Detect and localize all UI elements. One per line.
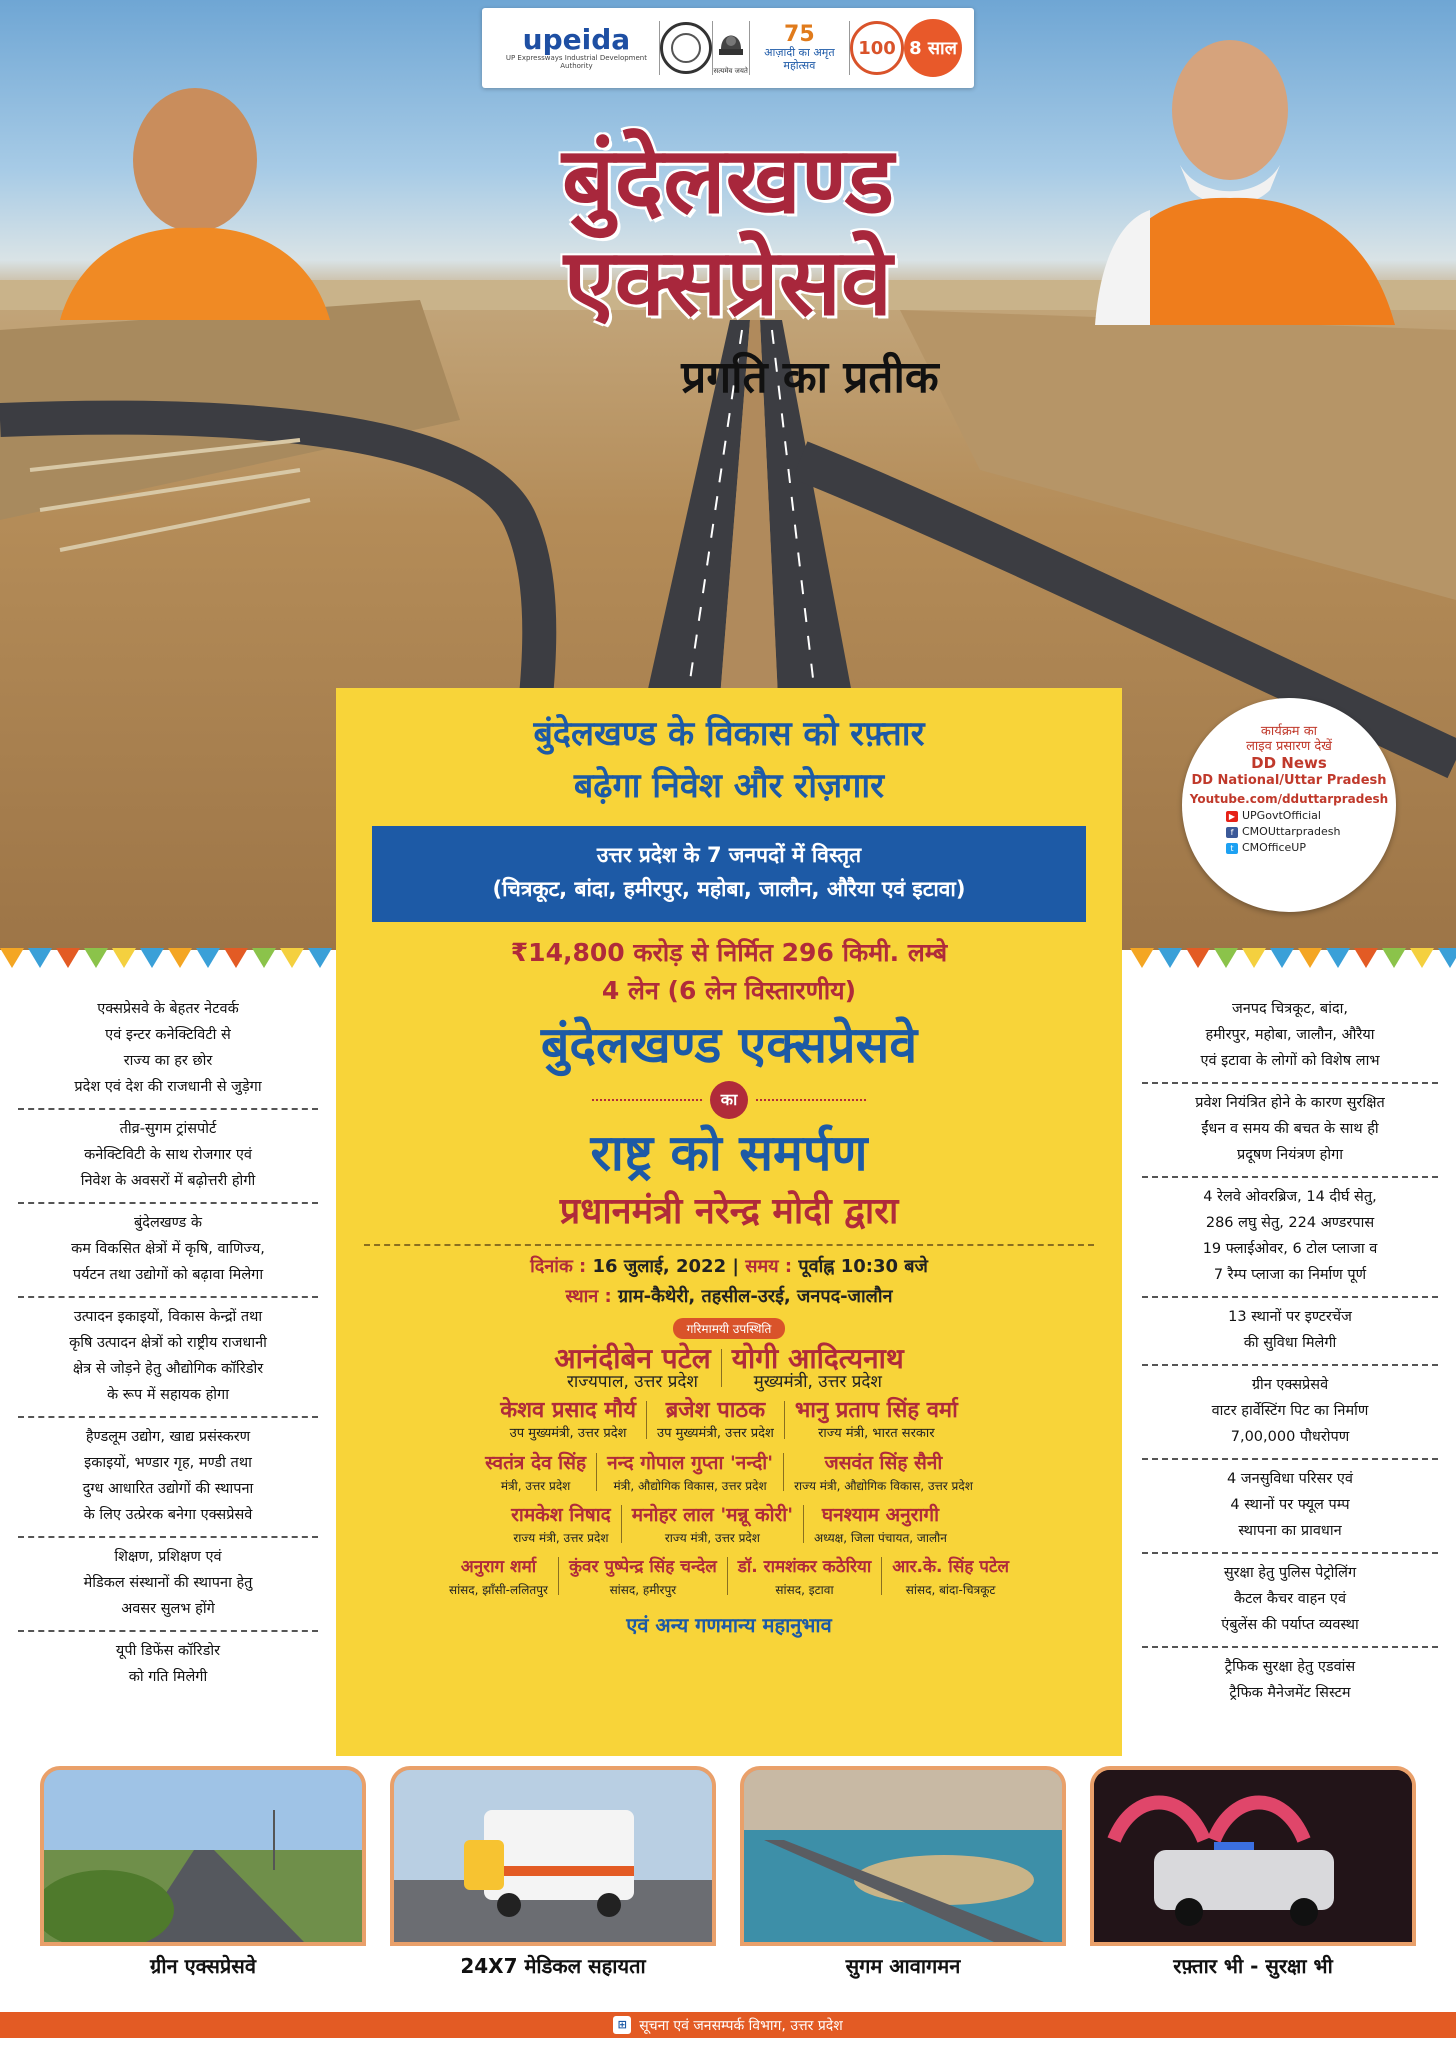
dignitaries-row-5 — [336, 1553, 1122, 1599]
benefit-point: तीव्र-सुगम ट्रांसपोर्ट कनेक्टिविटी के साथ रोजगार एवं निवेश के अवसरों में बढ़ोत्तरी होगी — [18, 1110, 318, 1204]
dignitary — [559, 1553, 727, 1599]
dignitary-role: राज्य मंत्री, भारत सरकार — [818, 1426, 935, 1441]
bunting-flag — [28, 948, 52, 968]
benefit-point: शिक्षण, प्रशिक्षण एवं मेडिकल संस्थानों की स्थापना हेतु अवसर सुलभ होंगे — [18, 1538, 318, 1632]
photo-speed-safety — [1090, 1766, 1416, 1986]
bunting-left — [0, 948, 336, 968]
photo-frame — [1090, 1766, 1416, 1946]
dignitary-role: सांसद, इटावा — [775, 1583, 834, 1597]
twitter-icon: t — [1226, 843, 1238, 854]
dignitary — [728, 1553, 881, 1599]
photo-caption: रफ़्तार भी - सुरक्षा भी — [1173, 1954, 1333, 1978]
dignitary — [439, 1553, 558, 1599]
dignitary-name: अनुराग शर्मा — [460, 1557, 537, 1577]
dignitary — [804, 1501, 957, 1547]
dignitary-role: मुख्यमंत्री, उत्तर प्रदेश — [753, 1372, 882, 1392]
ashoka-emblem-icon — [713, 21, 749, 67]
modi-shirt-shape — [1095, 210, 1150, 325]
dignitary-role: मंत्री, औद्योगिक विकास, उत्तर प्रदेश — [613, 1479, 767, 1493]
footer-bar — [0, 2012, 1456, 2038]
dignitary-role: राज्यपाल, उत्तर प्रदेश — [566, 1372, 698, 1392]
dignitary-role: उप मुख्यमंत्री, उत्तर प्रदेश — [657, 1426, 774, 1441]
photo-frame — [390, 1766, 716, 1946]
dignitaries-row-1 — [336, 1342, 1122, 1392]
bunting-flag — [1326, 948, 1350, 968]
dignitary-name: केशव प्रसाद मौर्य — [500, 1398, 636, 1423]
bunting-right — [1130, 948, 1456, 968]
dignitary-role: सांसद, हमीरपुर — [609, 1583, 677, 1597]
hero-title-line1: बुंदेलखण्ड — [562, 126, 894, 234]
live-heading-1: कार्यक्रम का — [1260, 724, 1318, 739]
emblem-motto: सत्यमेव जयते — [713, 66, 748, 75]
dignitary-name: योगी आदित्यनाथ — [731, 1342, 904, 1375]
dignitary-role: राज्य मंत्री, औद्योगिक विकास, उत्तर प्रदेश — [794, 1479, 973, 1493]
benefit-point: ट्रैफिक सुरक्षा हेतु एडवांस ट्रैफिक मैनेजमेंट सिस्टम — [1224, 1659, 1356, 1701]
live-handle-youtube[interactable] — [1182, 808, 1396, 824]
place-value: ग्राम-कैथेरी, तहसील-उरई, जनपद-जालौन — [618, 1286, 893, 1307]
dignitary-role: सांसद, बांदा-चित्रकूट — [905, 1583, 996, 1597]
dignitary-name: कुंवर पुष्पेन्द्र सिंह चन्देल — [568, 1557, 717, 1577]
date-time-line: दिनांक : 16 जुलाई, 2022 | समय : पूर्वाह्न 10:30 बजे — [530, 1256, 928, 1277]
cost-line-1: ₹14,800 करोड़ से निर्मित 296 किमी. लम्बे — [510, 938, 948, 967]
bunting-flag — [1242, 948, 1266, 968]
venue-line — [336, 1282, 1122, 1312]
photo-medical-help — [390, 1766, 716, 1986]
ambulance-image — [394, 1770, 712, 1942]
dignitary-role: अध्यक्ष, जिला पंचायत, जालौन — [814, 1531, 947, 1545]
left-benefits-column — [18, 990, 318, 1698]
azadi-ka-amrit-mahotsav-logo — [750, 16, 849, 80]
dignitary — [544, 1342, 721, 1392]
panel-heading-2: बढ़ेगा निवेश और रोज़गार — [573, 766, 885, 806]
national-emblem — [713, 16, 749, 80]
police-car-image — [1094, 1770, 1412, 1942]
live-broadcast-badge — [1182, 698, 1396, 912]
bunting-flag — [1130, 948, 1154, 968]
bridge-image — [744, 1770, 1062, 1942]
panel-divider — [364, 1244, 1094, 1246]
benefit-point: यूपी डिफेंस कॉरिडोर को गति मिलेगी — [115, 1643, 221, 1685]
info-dept-logo-icon: ⊞ — [613, 2016, 631, 2034]
bunting-flag — [140, 948, 164, 968]
photo-frame — [740, 1766, 1066, 1946]
bunting-flag — [252, 948, 276, 968]
dignitary — [490, 1397, 646, 1443]
benefit-point: 13 स्थानों पर इण्टरचेंज की सुविधा मिलेगी — [1142, 1298, 1438, 1366]
bunting-flag — [56, 948, 80, 968]
ka-circle: का — [710, 1081, 748, 1119]
bunting-flag — [1186, 948, 1210, 968]
youtube-icon: ▶ — [1226, 811, 1238, 822]
photo-green-expressway — [40, 1766, 366, 1986]
dignitary-role: राज्य मंत्री, उत्तर प्रदेश — [513, 1531, 609, 1545]
up-seal-icon — [660, 22, 712, 74]
upeida-logo-subtext: UP Expressways Industrial Development Authority — [505, 54, 647, 70]
dignitary-name: ब्रजेश पाठक — [665, 1398, 766, 1423]
presence-badge: गरिमामयी उपस्थिति — [673, 1318, 786, 1339]
bunting-flag — [224, 948, 248, 968]
dignitary-name: नन्द गोपाल गुप्ता 'नन्दी' — [607, 1452, 774, 1474]
upeida-logo — [494, 16, 659, 80]
dignitary-name: मनोहर लाल 'मन्नू कोरी' — [631, 1504, 794, 1526]
dignitary — [597, 1449, 783, 1495]
dignitary-role: सांसद, झाँसी-ललितपुर — [448, 1583, 548, 1597]
dignitary-name: आनंदीबेन पटेल — [554, 1342, 711, 1375]
azadi-text: आज़ादी का अमृत महोत्सव — [764, 46, 835, 72]
districts-band-line2: (चित्रकूट, बांदा, हमीरपुर, महोबा, जालौन, औरैया एवं इटावा) — [492, 877, 966, 901]
dignitary — [722, 1342, 914, 1392]
badge-8-saal-logo — [904, 16, 962, 80]
live-dd-news: DD News — [1251, 754, 1327, 772]
youtube-handle-text: UPGovtOfficial — [1242, 809, 1321, 822]
bunting-flag — [1158, 948, 1182, 968]
dignitary-role: राज्य मंत्री, उत्तर प्रदेश — [664, 1531, 760, 1545]
dignitary-role: मंत्री, उत्तर प्रदेश — [500, 1479, 571, 1493]
bunting-flag — [84, 948, 108, 968]
live-youtube-link[interactable]: Youtube.com/dduttarpradesh — [1189, 792, 1389, 806]
benefit-point: 4 रेलवे ओवरब्रिज, 14 दीर्घ सेतु, 286 लघु सेतु, 224 अण्डरपास 19 फ्लाईओवर, 6 टोल प्लाजा व 7 रैम्प प्लाजा का निर्माण पूर्ण — [1142, 1178, 1438, 1298]
dignitaries-row-4 — [336, 1501, 1122, 1547]
expressway-name: बुंदेलखण्ड एक्सप्रेसवे — [540, 1015, 918, 1074]
time-label: समय : — [745, 1256, 793, 1277]
facebook-handle-text: CMOUttarpradesh — [1242, 825, 1341, 838]
bunting-flag — [1410, 948, 1434, 968]
dignitary — [622, 1501, 803, 1547]
districts-band — [372, 826, 1086, 922]
dignitary-name: घनश्याम अनुरागी — [821, 1504, 939, 1526]
districts-band-line1: उत्तर प्रदेश के 7 जनपदों में विस्तृत — [596, 843, 862, 867]
dignitaries-row-2 — [336, 1397, 1122, 1443]
dignitary-name: भानु प्रताप सिंह वर्मा — [794, 1398, 958, 1423]
live-handle-facebook[interactable] — [1182, 824, 1396, 840]
footer-strip — [0, 2038, 1456, 2048]
bunting-flag — [1298, 948, 1322, 968]
photo-caption: 24X7 मेडिकल सहायता — [460, 1954, 646, 1978]
bunting-flag — [308, 948, 332, 968]
benefit-point: प्रवेश नियंत्रित होने के कारण सुरक्षित ईंधन व समय की बचत के साथ ही प्रदूषण नियंत्रण होगा — [1142, 1084, 1438, 1178]
by-pm-line: प्रधानमंत्री नरेन्द्र मोदी द्वारा — [559, 1191, 899, 1232]
yogi-robe-shape — [60, 228, 330, 320]
date-value: 16 जुलाई, 2022 — [592, 1256, 727, 1277]
logo-strip — [482, 8, 974, 88]
photo-frame — [40, 1766, 366, 1946]
photo-easy-commute — [740, 1766, 1066, 1986]
bunting-flag — [1438, 948, 1456, 968]
dignitary — [647, 1397, 784, 1443]
photo-strip — [40, 1766, 1416, 1986]
dignitary-name: रामकेश निषाद — [511, 1504, 611, 1526]
badge-8-saal-icon: 8 साल — [904, 19, 962, 77]
benefit-point: ग्रीन एक्सप्रेसवे वाटर हार्वेस्टिंग पिट का निर्माण 7,00,000 पौधरोपण — [1142, 1366, 1438, 1460]
dignitary-name: डॉ. रामशंकर कठेरिया — [737, 1557, 872, 1577]
benefit-point: बुंदेलखण्ड के कम विकसित क्षेत्रों में कृषि, वाणिज्य, पर्यटन तथा उद्योगों को बढ़ावा मिलेगा — [18, 1204, 318, 1298]
dignitary — [785, 1397, 968, 1443]
date-label: दिनांक : — [530, 1256, 587, 1277]
footer-text: सूचना एवं जनसम्पर्क विभाग, उत्तर प्रदेश — [639, 2017, 843, 2034]
ka-divider — [336, 1080, 1122, 1120]
place-label: स्थान : — [565, 1286, 612, 1307]
upeida-logo-text: upeida — [522, 23, 631, 56]
bunting-flag — [1382, 948, 1406, 968]
panel-heading-1: बुंदेलखण्ड के विकास को रफ़्तार — [533, 714, 925, 754]
other-dignitaries: एवं अन्य गणमान्य महानुभाव — [626, 1613, 832, 1637]
bunting-flag — [1354, 948, 1378, 968]
green-expressway-image — [44, 1770, 362, 1942]
yogi-face-shape — [133, 88, 257, 232]
live-handle-twitter[interactable] — [1182, 840, 1396, 856]
photo-caption: ग्रीन एक्सप्रेसवे — [150, 1954, 256, 1978]
live-dd-national: DD National/Uttar Pradesh — [1191, 773, 1387, 788]
benefit-point: सुरक्षा हेतु पुलिस पेट्रोलिंग कैटल कैचर वाहन एवं एंबुलेंस की पर्याप्त व्यवस्था — [1142, 1554, 1438, 1648]
dignitary — [784, 1449, 983, 1495]
twitter-handle-text: CMOfficeUP — [1242, 841, 1306, 854]
bunting-flag — [112, 948, 136, 968]
dignitary-role: उप मुख्यमंत्री, उत्तर प्रदेश — [509, 1426, 627, 1441]
badge-100-logo — [850, 16, 904, 80]
dignitary — [501, 1501, 621, 1547]
event-panel — [336, 688, 1122, 1756]
bunting-flag — [168, 948, 192, 968]
up-govt-seal — [660, 16, 712, 80]
benefit-point: उत्पादन इकाइयों, विकास केन्द्रों तथा कृषि उत्पादन क्षेत्रों को राष्ट्रीय राजधानी क्षेत्र से जोड़ने हेतु औद्योगिक कॉरिडोर के रूप में सहायक होगा — [18, 1298, 318, 1418]
dignitary-name: जसवंत सिंह सैनी — [824, 1452, 943, 1474]
dignitaries-row-3 — [336, 1449, 1122, 1495]
benefit-point: 4 जनसुविधा परिसर एवं 4 स्थानों पर फ्यूल पम्प स्थापना का प्रावधान — [1142, 1460, 1438, 1554]
azadi-75: 75 — [784, 22, 815, 47]
dignitary — [475, 1449, 596, 1495]
photo-caption: सुगम आवागमन — [845, 1954, 961, 1978]
benefit-point: एक्सप्रेसवे के बेहतर नेटवर्क एवं इन्टर कनेक्टिविटी से राज्य का हर छोर प्रदेश एवं देश की राजधानी से जुड़ेगा — [18, 990, 318, 1110]
live-heading-2: लाइव प्रसारण देखें — [1246, 739, 1332, 754]
benefit-point: हैण्डलूम उद्योग, खाद्य प्रसंस्करण इकाइयों, भण्डार गृह, मण्डी तथा दुग्ध आधारित उद्योगों की स्थापना के लिए उत्प्रेरक बनेगा एक्सप्रेसवे — [18, 1418, 318, 1538]
hero-tagline: प्रगति का प्रतीक — [681, 352, 939, 403]
bunting-flag — [196, 948, 220, 968]
bunting-flag — [1214, 948, 1238, 968]
badge-100-icon: 100 — [850, 21, 904, 75]
facebook-icon: f — [1226, 827, 1238, 838]
bunting-flag — [280, 948, 304, 968]
dignitary-name: स्वतंत्र देव सिंह — [485, 1452, 587, 1474]
right-benefits-column — [1142, 990, 1438, 1714]
cost-line-2: 4 लेन (6 लेन विस्तारणीय) — [601, 976, 857, 1005]
dignitary-name: आर.के. सिंह पटेल — [892, 1557, 1010, 1577]
hero-title-line2: एक्सप्रेसवे — [563, 228, 893, 336]
bunting-flag — [1270, 948, 1294, 968]
dignitary — [882, 1553, 1019, 1599]
bunting-flag — [0, 948, 24, 968]
time-value: पूर्वाह्न 10:30 बजे — [798, 1256, 928, 1277]
benefit-point: जनपद चित्रकूट, बांदा, हमीरपुर, महोबा, जालौन, औरैया एवं इटावा के लोगों को विशेष लाभ — [1142, 990, 1438, 1084]
dedication-title: राष्ट्र को समर्पण — [590, 1124, 868, 1182]
modi-face-shape — [1172, 40, 1288, 180]
